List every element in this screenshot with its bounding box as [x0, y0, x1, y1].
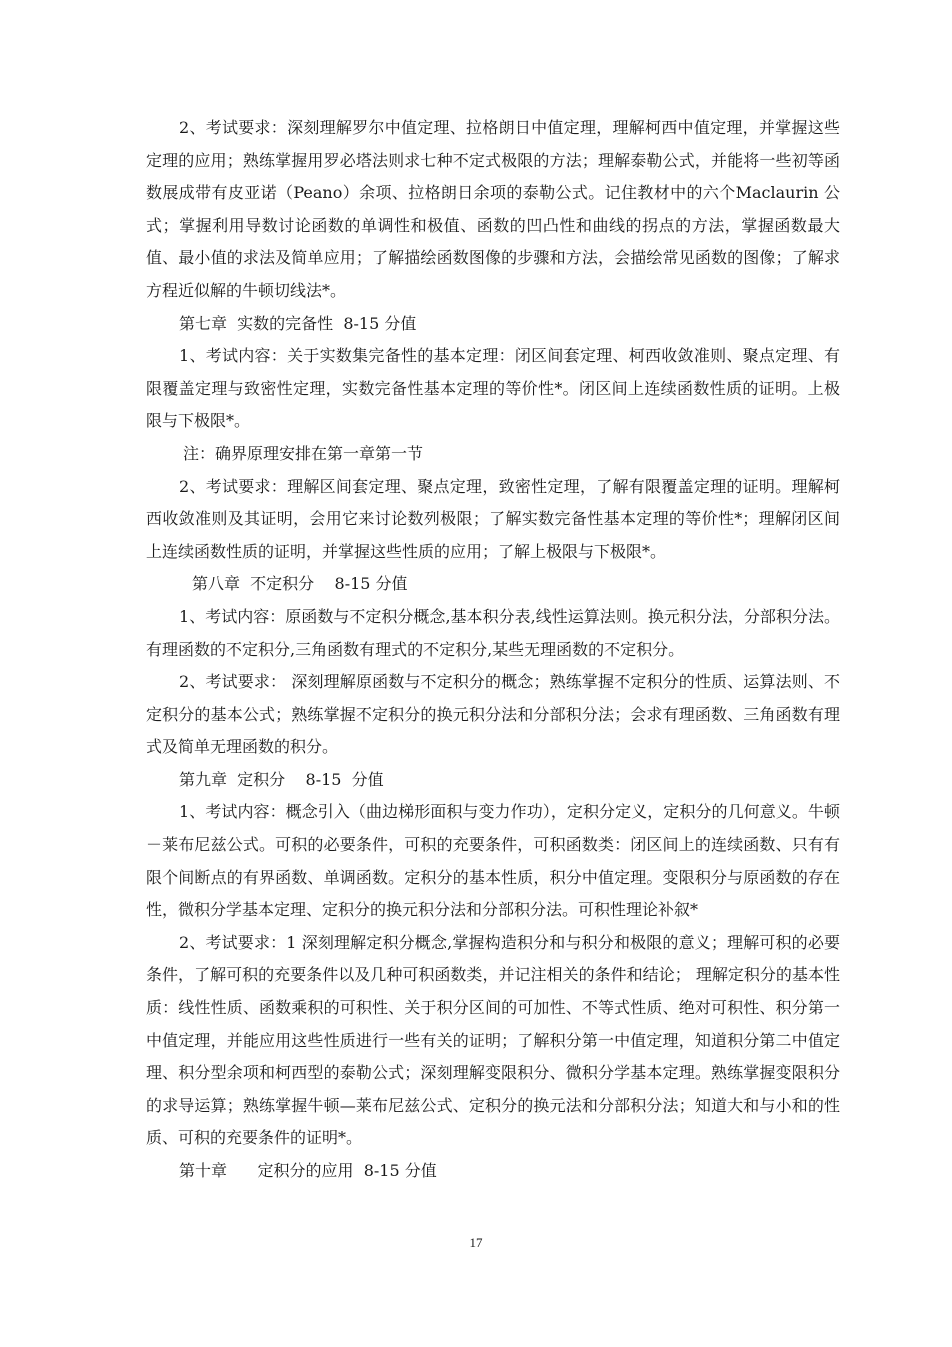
paragraph-chapter8-content: 1、考试内容：原函数与不定积分概念,基本积分表,线性运算法则。换元积分法，分部积分法。有理函数的不定积分,三角函数有理式的不定积分,某些无理函数的不定积分。 — [146, 606, 840, 659]
paragraph-chapter6-requirements: 2、考试要求：深刻理解罗尔中值定理、拉格朗日中值定理，理解柯西中值定理，并掌握这些定理的应用；熟练掌握用罗必塔法则求七种不定式极限的方法；理解泰勒公式，并能将一些初等函数展成带有皮亚诺（Peano）余项、拉格朗日余项的泰勒公式。记住教材中的六个Maclaurin 公式；掌握利用导数讨论函数的单调性和极值、函数的凹凸性和曲线的拐点的方法，掌握函数最大值、最小值的求法及简单应用；了解描绘函数图像的步骤和方法，会描绘常见函数的图像；了解求方程近似解的牛顿切线法*。 — [146, 118, 840, 300]
note-text: 注：确界原理安排在第一章第一节 — [183, 443, 424, 463]
paragraph-chapter7-requirements: 2、考试要求：理解区间套定理、聚点定理，致密性定理，了解有限覆盖定理的证明。理解柯西收敛准则及其证明，会用它来讨论数列极限；了解实数完备性基本定理的等价性*；理解闭区间上连续函数性质的证明，并掌握这些性质的应用；了解上极限与下极限*。 — [146, 476, 840, 561]
page-number: 17 — [469, 1235, 483, 1250]
chapter-heading-10: 第十章 定积分的应用 8-15 分值 — [179, 1161, 437, 1180]
paragraph-chapter9-content: 1、考试内容：概念引入（曲边梯形面积与变力作功），定积分定义，定积分的几何意义。牛顿－莱布尼兹公式。可积的必要条件，可积的充要条件，可积函数类：闭区间上的连续函数、只有有限个间断点的有界函数、单调函数。定积分的基本性质，积分中值定理。变限积分与原函数的存在性，微积分学基本定理、定积分的换元积分法和分部积分法。可积性理论补叙* — [146, 802, 840, 920]
chapter-heading-9: 第九章 定积分 8-15 分值 — [179, 769, 384, 789]
paragraph-chapter9-requirements: 2、考试要求：1 深刻理解定积分概念,掌握构造积分和与积分和极限的意义；理解可积的必要条件，了解可积的充要条件以及几种可积函数类，并记注相关的条件和结论； 理解定积分的基本性质：线性性质、函数乘积的可积性、关于积分区间的可加性、不等式性质、绝对可积性、积分第一中值定理，并能应用这些性质进行一些有关的证明；了解积分第一中值定理，知道积分第二中值定理、积分型余项和柯西型的泰勒公式；深刻理解变限积分、微积分学基本定理。熟练掌握变限积分的求导运算；熟练掌握牛顿—莱布尼兹公式、定积分的换元法和分部积分法；知道大和与小和的性质、可积的充要条件的证明*。 — [146, 932, 840, 1148]
chapter-heading-7: 第七章 实数的完备性 8-15 分值 — [179, 313, 417, 333]
page-body — [146, 112, 840, 1188]
paragraph-chapter8-requirements: 2、考试要求： 深刻理解原函数与不定积分的概念；熟练掌握不定积分的性质、运算法则、不定积分的基本公式；熟练掌握不定积分的换元积分法和分部积分法；会求有理函数、三角函数有理式及简单无理函数的积分。 — [146, 672, 840, 757]
paragraph-chapter7-content: 1、考试内容：关于实数集完备性的基本定理：闭区间套定理、柯西收敛准则、聚点定理、有限覆盖定理与致密性定理，实数完备性基本定理的等价性*。闭区间上连续函数性质的证明。上极限与下极限*。 — [146, 346, 840, 431]
chapter-heading-8: 第八章 不定积分 8-15 分值 — [192, 574, 408, 594]
